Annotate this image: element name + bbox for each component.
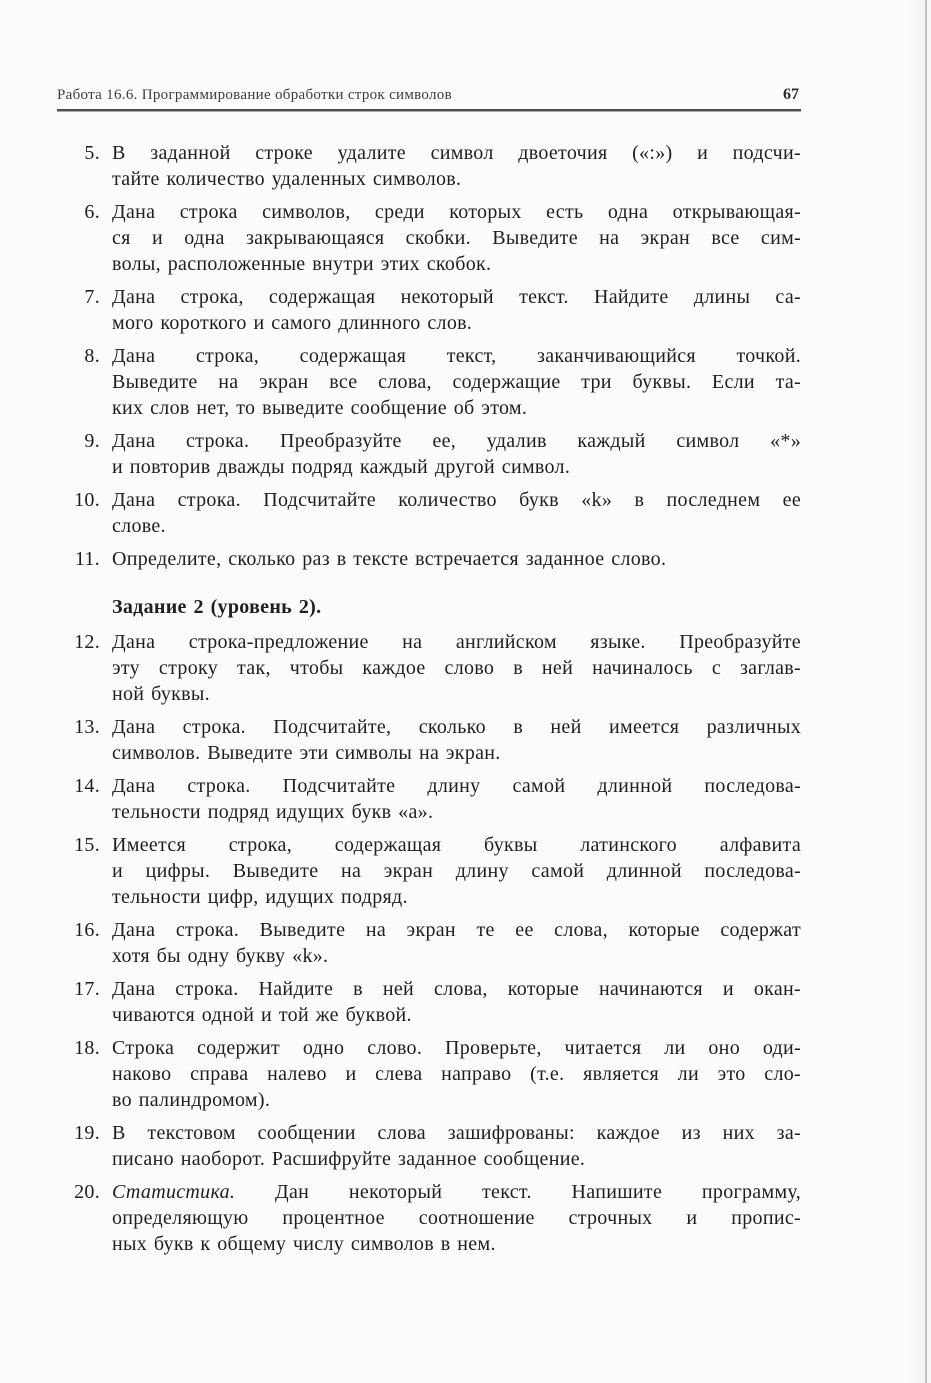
list-item <box>55 284 801 336</box>
text-line: Дана строка. Преобразуйте ее, удалив каждый символ «*» <box>112 430 801 452</box>
item-text <box>112 140 801 192</box>
page-number: 67 <box>783 86 799 103</box>
text-line: писано наоборот. Расшифруйте заданное сообщение. <box>112 1148 586 1170</box>
list-item <box>55 917 801 969</box>
item-number: 14. <box>74 775 100 797</box>
item-text <box>112 1035 801 1113</box>
item-number: 7. <box>84 286 100 308</box>
text-line: мого короткого и самого длинного слов. <box>112 312 473 334</box>
running-header-title: Работа 16.6. Программирование обработки строк символов <box>57 87 452 103</box>
item-number: 11. <box>74 548 100 570</box>
text-line: тайте количество удаленных символов. <box>112 168 462 190</box>
list-item <box>55 976 801 1028</box>
text-line: Дана строка, содержащая некоторый текст. Найдите длины са- <box>112 286 801 308</box>
item-text <box>112 487 801 539</box>
text-line: Дана строка, содержащая текст, заканчивающийся точкой. <box>112 345 801 367</box>
text-line: символов. Выведите эти символы на экран. <box>112 742 501 764</box>
text-line: хотя бы одну букву «k». <box>112 945 329 967</box>
text-line: Дана строка. Выведите на экран те ее слова, которые содержат <box>112 919 801 941</box>
text-line: слове. <box>112 515 166 537</box>
page-edge-line <box>925 0 927 1383</box>
item-text <box>112 199 801 277</box>
item-text <box>112 976 801 1028</box>
item-text <box>112 284 801 336</box>
text-line: Дана строка-предложение на английском языке. Преобразуйте <box>112 631 801 653</box>
item-number: 20. <box>74 1181 100 1203</box>
text-line: чиваются одной и той же буквой. <box>112 1004 412 1026</box>
text-line: и повторив дважды подряд каждый другой символ. <box>112 456 571 478</box>
section-heading: Задание 2 (уровень 2). <box>112 596 322 618</box>
text-line: ных букв к общему числу символов в нем. <box>112 1233 496 1255</box>
item-text <box>112 343 801 421</box>
list-item <box>55 832 801 910</box>
list-item <box>55 546 801 572</box>
item-text <box>112 629 801 707</box>
item-text <box>112 1120 801 1172</box>
item-number: 6. <box>84 201 100 223</box>
item-number: 10. <box>74 489 100 511</box>
text-line: волы, расположенные внутри этих скобок. <box>112 253 492 275</box>
list-item <box>55 1035 801 1113</box>
list-item <box>55 1179 801 1257</box>
item-number: 5. <box>84 142 100 164</box>
exercise-list <box>55 140 801 1257</box>
text-line: В заданной строке удалите символ двоеточия («:») и подсчи- <box>112 142 801 164</box>
italic-lead: Статистика. <box>112 1181 236 1203</box>
text-line: ся и одна закрывающаяся скобки. Выведите на экран все сим- <box>112 227 801 249</box>
item-number: 8. <box>84 345 100 367</box>
text-line: Выведите на экран все слова, содержащие три буквы. Если та- <box>112 371 801 393</box>
text-line: во палиндромом). <box>112 1089 271 1111</box>
list-item <box>55 773 801 825</box>
running-header <box>57 86 801 112</box>
text-line: и цифры. Выведите на экран длину самой длинной последова- <box>112 860 801 882</box>
text-line: Статистика. Дан некоторый текст. Напишите программу, <box>112 1181 801 1203</box>
item-number: 12. <box>74 631 100 653</box>
list-item <box>55 629 801 707</box>
text-line: Дана строка. Подсчитайте количество букв «k» в последнем ее <box>112 489 801 511</box>
item-number: 16. <box>74 919 100 941</box>
text-line: ких слов нет, то выведите сообщение об этом. <box>112 397 528 419</box>
item-number: 17. <box>74 978 100 1000</box>
text-line: В текстовом сообщении слова зашифрованы: каждое из них за- <box>112 1122 801 1144</box>
item-text <box>112 714 801 766</box>
text-line: тельности подряд идущих букв «а». <box>112 801 434 823</box>
text-line: Дана строка символов, среди которых есть одна открывающая- <box>112 201 801 223</box>
item-number: 19. <box>74 1122 100 1144</box>
list-item <box>55 487 801 539</box>
list-item <box>55 199 801 277</box>
list-item <box>55 428 801 480</box>
item-number: 9. <box>84 430 100 452</box>
item-number: 13. <box>74 716 100 738</box>
header-rule <box>57 109 801 112</box>
text-line: Имеется строка, содержащая буквы латинского алфавита <box>112 834 801 856</box>
list-item <box>55 343 801 421</box>
item-text <box>112 546 801 572</box>
text-line: эту строку так, чтобы каждое слово в ней начиналось с заглав- <box>112 657 801 679</box>
text-line: Дана строка. Найдите в ней слова, которые начинаются и окан- <box>112 978 801 1000</box>
text-line: тельности цифр, идущих подряд. <box>112 886 408 908</box>
item-text <box>112 773 801 825</box>
text-line: ной буквы. <box>112 683 210 705</box>
text-line: Дана строка. Подсчитайте, сколько в ней имеется различных <box>112 716 801 738</box>
item-number: 18. <box>74 1037 100 1059</box>
item-text <box>112 428 801 480</box>
text-line: наково справа налево и слева направо (т.е. является ли это сло- <box>112 1063 801 1085</box>
item-text <box>112 917 801 969</box>
list-item <box>55 714 801 766</box>
list-item <box>55 140 801 192</box>
item-text <box>112 1179 801 1257</box>
text-line: определяющую процентное соотношение строчных и пропис- <box>112 1207 801 1229</box>
text-line: Дана строка. Подсчитайте длину самой длинной последова- <box>112 775 801 797</box>
item-text <box>112 832 801 910</box>
item-number: 15. <box>74 834 100 856</box>
page-edge-shadow <box>905 0 931 1383</box>
text-line: Строка содержит одно слово. Проверьте, читается ли оно оди- <box>112 1037 801 1059</box>
list-item <box>55 1120 801 1172</box>
text-line: Определите, сколько раз в тексте встречается заданное слово. <box>112 548 667 570</box>
